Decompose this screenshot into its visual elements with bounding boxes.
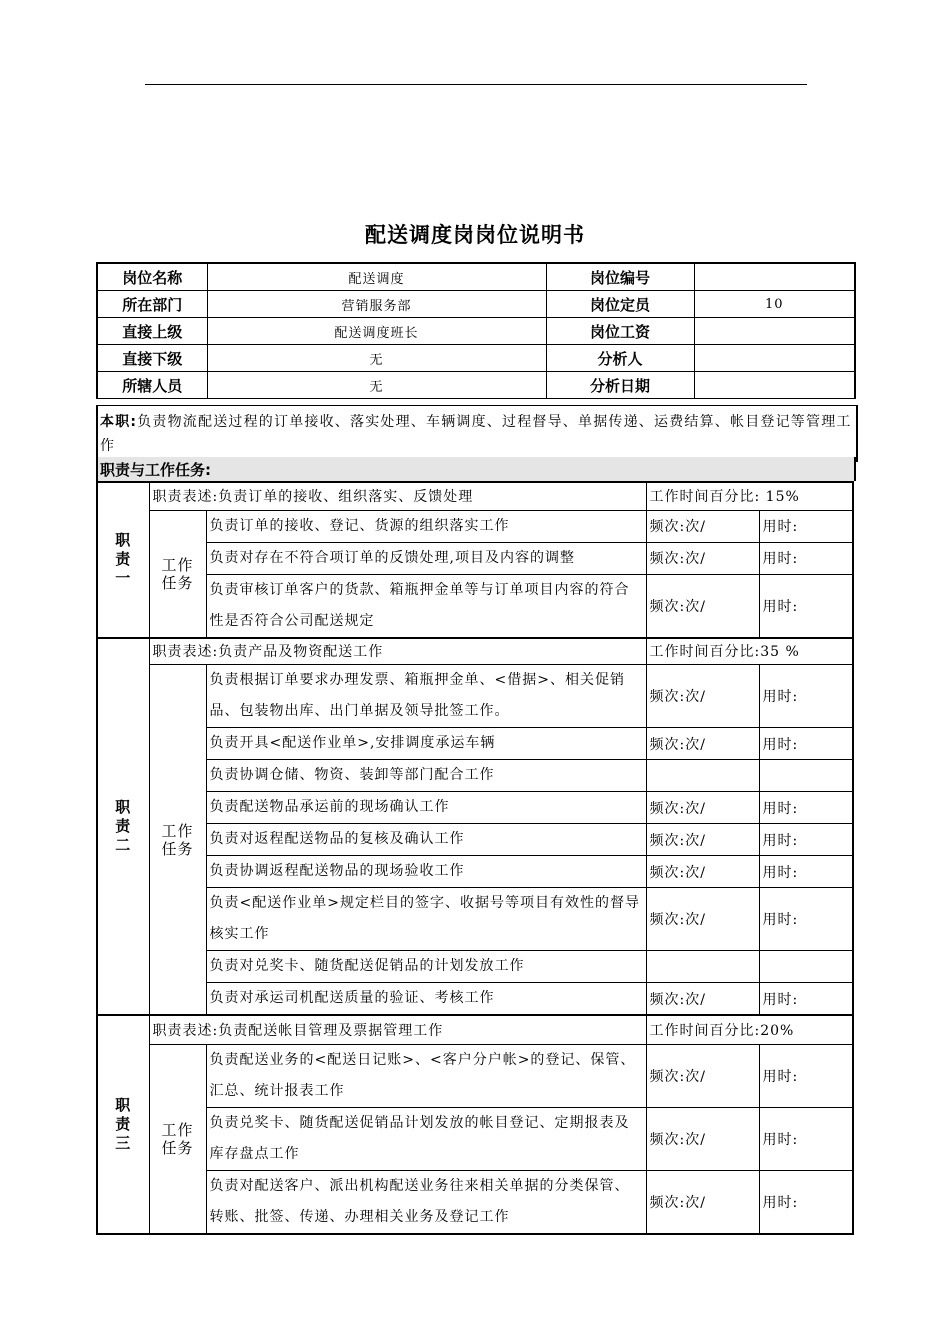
task-frequency: 频次:次/ <box>646 856 759 888</box>
duty-name-cell <box>97 1015 149 1234</box>
info-value: 配送调度班长 <box>207 318 546 345</box>
duty-name-char: 职 <box>115 797 132 816</box>
task-time: 用时: <box>759 824 853 856</box>
duty-name-char: 二 <box>115 835 132 854</box>
info-label: 所在部门 <box>97 291 207 318</box>
task-frequency <box>646 760 759 792</box>
task-row <box>97 951 853 983</box>
job-info-table <box>96 262 856 399</box>
task-time: 用时: <box>759 574 853 638</box>
duty-name-char: 三 <box>115 1133 132 1152</box>
task-text: 负责对返程配送物品的复核及确认工作 <box>206 824 646 856</box>
job-summary-text: 负责物流配送过程的订单接收、落实处理、车辆调度、过程督导、单据传递、运费结算、帐目登记等管理工作 <box>100 414 852 454</box>
duty-name-cell <box>97 638 149 1016</box>
task-text: 负责兑奖卡、随货配送促销品计划发放的帐目登记、定期报表及库存盘点工作 <box>206 1107 646 1170</box>
task-row <box>97 888 853 951</box>
task-time: 用时: <box>759 728 853 760</box>
info-label: 岗位编号 <box>546 263 694 291</box>
duty-description-row <box>97 1015 853 1044</box>
duty-description-row <box>97 638 853 665</box>
header-rule <box>145 84 807 85</box>
info-value: 配送调度 <box>207 263 546 291</box>
info-value <box>694 345 855 372</box>
task-row <box>97 792 853 824</box>
task-group-label-line: 任务 <box>161 1138 194 1157</box>
task-text: 负责订单的接收、登记、货源的组织落实工作 <box>206 510 646 542</box>
task-text: 负责协调仓储、物资、装卸等部门配合工作 <box>206 760 646 792</box>
duty-name-char: 责 <box>115 550 132 569</box>
info-label: 分析日期 <box>546 372 694 399</box>
task-frequency: 频次:次/ <box>646 1170 759 1234</box>
task-group-label-line: 工作 <box>161 821 194 840</box>
task-frequency: 频次:次/ <box>646 574 759 638</box>
task-frequency: 频次:次/ <box>646 1044 759 1107</box>
info-row <box>97 372 855 399</box>
info-row <box>97 291 855 318</box>
duty-description: 职责表述:负责订单的接收、组织落实、反馈处理 <box>149 482 646 510</box>
task-text: 负责协调返程配送物品的现场验收工作 <box>206 856 646 888</box>
info-label: 岗位工资 <box>546 318 694 345</box>
task-row <box>97 824 853 856</box>
task-text: 负责对承运司机配送质量的验证、考核工作 <box>206 983 646 1016</box>
task-text: 负责根据订单要求办理发票、箱瓶押金单、<借据>、相关促销品、包装物出库、出门单据及领导批签工作。 <box>206 665 646 728</box>
task-text: 负责对兑奖卡、随货配送促销品的计划发放工作 <box>206 951 646 983</box>
info-row <box>97 345 855 372</box>
duty-time-percent: 工作时间百分比:35 % <box>646 638 853 665</box>
duty-name-char: 一 <box>115 569 132 588</box>
info-value <box>694 372 855 399</box>
task-group-label <box>149 665 206 1016</box>
task-group-label <box>149 510 206 638</box>
duty-name-char: 职 <box>115 531 132 550</box>
info-label: 岗位名称 <box>97 263 207 291</box>
duty-name-cell <box>97 482 149 638</box>
task-row <box>97 510 853 542</box>
info-label: 分析人 <box>546 345 694 372</box>
task-row <box>97 760 853 792</box>
task-time: 用时: <box>759 1170 853 1234</box>
info-value: 营销服务部 <box>207 291 546 318</box>
task-row <box>97 983 853 1016</box>
task-text: 负责配送物品承运前的现场确认工作 <box>206 792 646 824</box>
task-time: 用时: <box>759 542 853 574</box>
task-time: 用时: <box>759 1044 853 1107</box>
task-time: 用时: <box>759 510 853 542</box>
task-text: 负责审核订单客户的货款、箱瓶押金单等与订单项目内容的符合性是否符合公司配送规定 <box>206 574 646 638</box>
task-text: 负责配送业务的<配送日记账>、<客户分户帐>的登记、保管、汇总、统计报表工作 <box>206 1044 646 1107</box>
task-row <box>97 574 853 638</box>
duty-description: 职责表述:负责产品及物资配送工作 <box>149 638 646 665</box>
task-row <box>97 728 853 760</box>
task-time: 用时: <box>759 983 853 1016</box>
task-time: 用时: <box>759 888 853 951</box>
task-row <box>97 542 853 574</box>
task-frequency: 频次:次/ <box>646 665 759 728</box>
task-text: 负责<配送作业单>规定栏目的签字、收据号等项目有效性的督导核实工作 <box>206 888 646 951</box>
task-frequency: 频次:次/ <box>646 510 759 542</box>
info-label: 所辖人员 <box>97 372 207 399</box>
info-row <box>97 263 855 291</box>
task-group-label-line: 任务 <box>161 839 194 858</box>
task-time <box>759 951 853 983</box>
job-summary <box>96 405 858 462</box>
task-frequency: 频次:次/ <box>646 983 759 1016</box>
task-group-label <box>149 1044 206 1234</box>
info-label: 直接上级 <box>97 318 207 345</box>
task-text: 负责对存在不符合项订单的反馈处理,项目及内容的调整 <box>206 542 646 574</box>
job-summary-label: 本职: <box>100 414 138 430</box>
task-time <box>759 760 853 792</box>
duties-table <box>96 481 854 1235</box>
task-time: 用时: <box>759 792 853 824</box>
task-time: 用时: <box>759 1107 853 1170</box>
task-row <box>97 1170 853 1234</box>
task-row <box>97 1044 853 1107</box>
info-value: 无 <box>207 345 546 372</box>
task-text: 负责对配送客户、派出机构配送业务往来相关单据的分类保管、转账、批签、传递、办理相关业务及登记工作 <box>206 1170 646 1234</box>
duty-time-percent: 工作时间百分比:20% <box>646 1015 853 1044</box>
duty-name-char: 责 <box>115 816 132 835</box>
task-text: 负责开具<配送作业单>,安排调度承运车辆 <box>206 728 646 760</box>
task-frequency: 频次:次/ <box>646 542 759 574</box>
task-frequency: 频次:次/ <box>646 1107 759 1170</box>
task-frequency <box>646 951 759 983</box>
task-row <box>97 665 853 728</box>
duty-name-char: 职 <box>115 1095 132 1114</box>
info-value <box>694 318 855 345</box>
info-value <box>694 263 855 291</box>
task-frequency: 频次:次/ <box>646 728 759 760</box>
duty-description: 职责表述:负责配送帐目管理及票据管理工作 <box>149 1015 646 1044</box>
task-frequency: 频次:次/ <box>646 792 759 824</box>
task-time: 用时: <box>759 856 853 888</box>
task-group-label-line: 工作 <box>161 555 194 574</box>
task-group-label-line: 任务 <box>161 573 194 592</box>
duty-name-char: 责 <box>115 1114 132 1133</box>
task-row <box>97 1107 853 1170</box>
info-label: 岗位定员 <box>546 291 694 318</box>
task-time: 用时: <box>759 665 853 728</box>
task-row <box>97 856 853 888</box>
info-value: 无 <box>207 372 546 399</box>
info-row <box>97 318 855 345</box>
task-frequency: 频次:次/ <box>646 824 759 856</box>
task-group-label-line: 工作 <box>161 1120 194 1139</box>
info-value: 10 <box>694 291 855 318</box>
task-frequency: 频次:次/ <box>646 888 759 951</box>
duty-time-percent: 工作时间百分比: 15% <box>646 482 853 510</box>
info-label: 直接下级 <box>97 345 207 372</box>
duties-section-title: 职责与工作任务: <box>96 457 856 481</box>
duty-description-row <box>97 482 853 510</box>
document-title: 配送调度岗岗位说明书 <box>365 223 585 247</box>
